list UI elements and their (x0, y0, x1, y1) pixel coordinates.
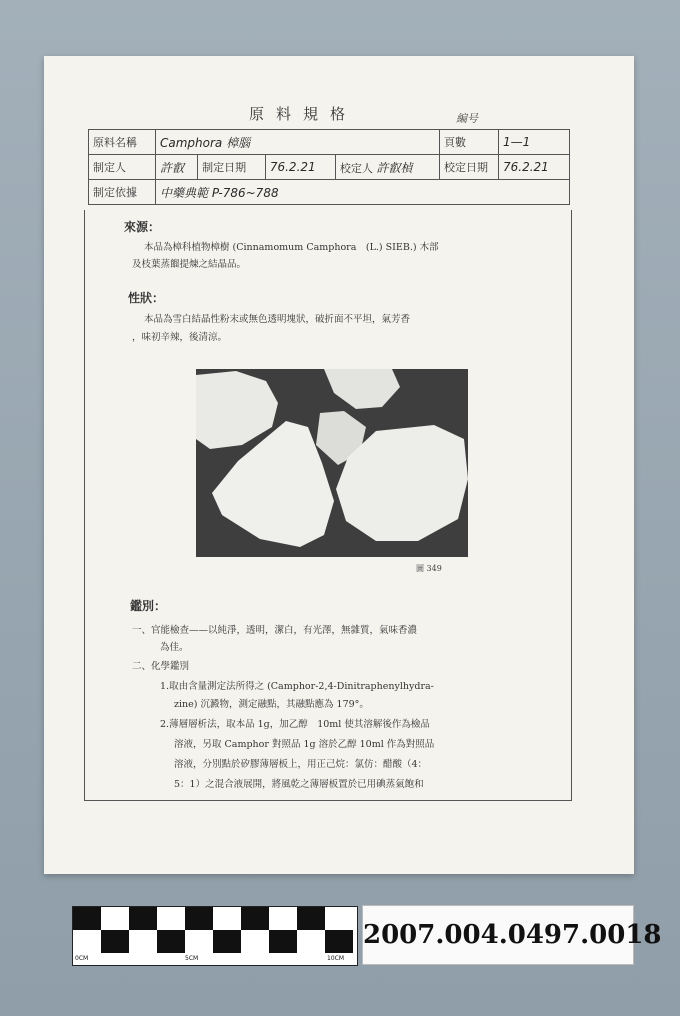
checker-pattern (73, 907, 357, 953)
header-row-name (89, 130, 570, 155)
ident-2-1a: 1.取由含量測定法所得之 (Camphor-2,4-Dinitraphenylhydra- (160, 681, 434, 692)
document-title: 原料規格 (248, 105, 357, 123)
source-line-1: 本品為樟科植物樟樹 (Cinnamomum Camphora (L.) SIEB.) 木部 (144, 242, 439, 253)
photo-caption: 圖 349 (416, 564, 442, 573)
scale-label-0: 0CM (75, 955, 89, 962)
source-line-2: 及枝葉蒸餾提煉之結晶品。 (132, 259, 247, 270)
ident-1a: 一、官能檢查——以純淨，透明，潔白，有光澤，無雜質，氣味香濃 (132, 625, 418, 636)
date-label: 制定日期 (198, 155, 266, 180)
basis-label: 制定依據 (89, 180, 156, 205)
author-label: 制定人 (89, 155, 156, 180)
properties-line-2: ，味初辛辣，後清涼。 (132, 332, 228, 343)
crystals-image (196, 369, 468, 557)
ident-2-2a: 2.薄層層析法，取本品 1g，加乙醇 10ml 使其溶解後作為檢品 (160, 719, 430, 730)
reviewer-label-text: 校定人 (339, 161, 373, 175)
serial-number-label: 編号 (456, 112, 478, 125)
properties-line-1: 本品為雪白結晶性粉末或無色透明塊狀，破折面不平坦，氣芳香 (144, 314, 411, 325)
scale-label-10: 10CM (327, 955, 345, 962)
review-date-label: 校定日期 (440, 155, 499, 180)
ident-2-2c: 溶液，分別點於矽膠薄層板上，用正己烷：氯仿：醋酸（4： (174, 759, 428, 770)
pages-value: 1—1 (499, 130, 570, 155)
header-row-author (89, 155, 570, 180)
name-label: 原料名稱 (89, 130, 156, 155)
author-value: 許叡 (156, 155, 198, 180)
properties-heading: 性狀： (128, 291, 165, 305)
scale-bar (72, 906, 358, 966)
header-table (88, 129, 570, 205)
basis-value: 中藥典範 P-786~788 (156, 180, 570, 205)
ident-2: 二、化學鑑別 (132, 661, 190, 672)
ident-1b: 為佳。 (160, 642, 189, 653)
ident-2-1b: zine) 沉澱物，測定融點，其融點應為 179°。 (174, 699, 369, 710)
review-date-value: 76.2.21 (499, 155, 570, 180)
pages-label: 頁數 (440, 130, 499, 155)
catalog-number: 2007.004.0497.0018 (362, 905, 634, 965)
ident-2-2b: 溶液，另取 Camphor 對照品 1g 溶於乙醇 10ml 作為對照品 (174, 739, 435, 750)
identification-heading: 鑑別： (130, 599, 167, 613)
ident-2-2d: 5：1）之混合液展開，將風乾之薄層板置於已用碘蒸氣飽和 (174, 779, 424, 790)
source-heading: 來源： (124, 220, 161, 234)
camphor-crystals-photo (196, 369, 468, 557)
reviewer-value: 許叡楨 (376, 160, 413, 175)
document-page (44, 56, 634, 874)
date-value: 76.2.21 (265, 155, 335, 180)
scale-label-5: 5CM (185, 955, 199, 962)
header-row-basis (89, 180, 570, 205)
reviewer-label (335, 155, 439, 180)
name-value: Camphora 樟腦 (156, 130, 440, 155)
